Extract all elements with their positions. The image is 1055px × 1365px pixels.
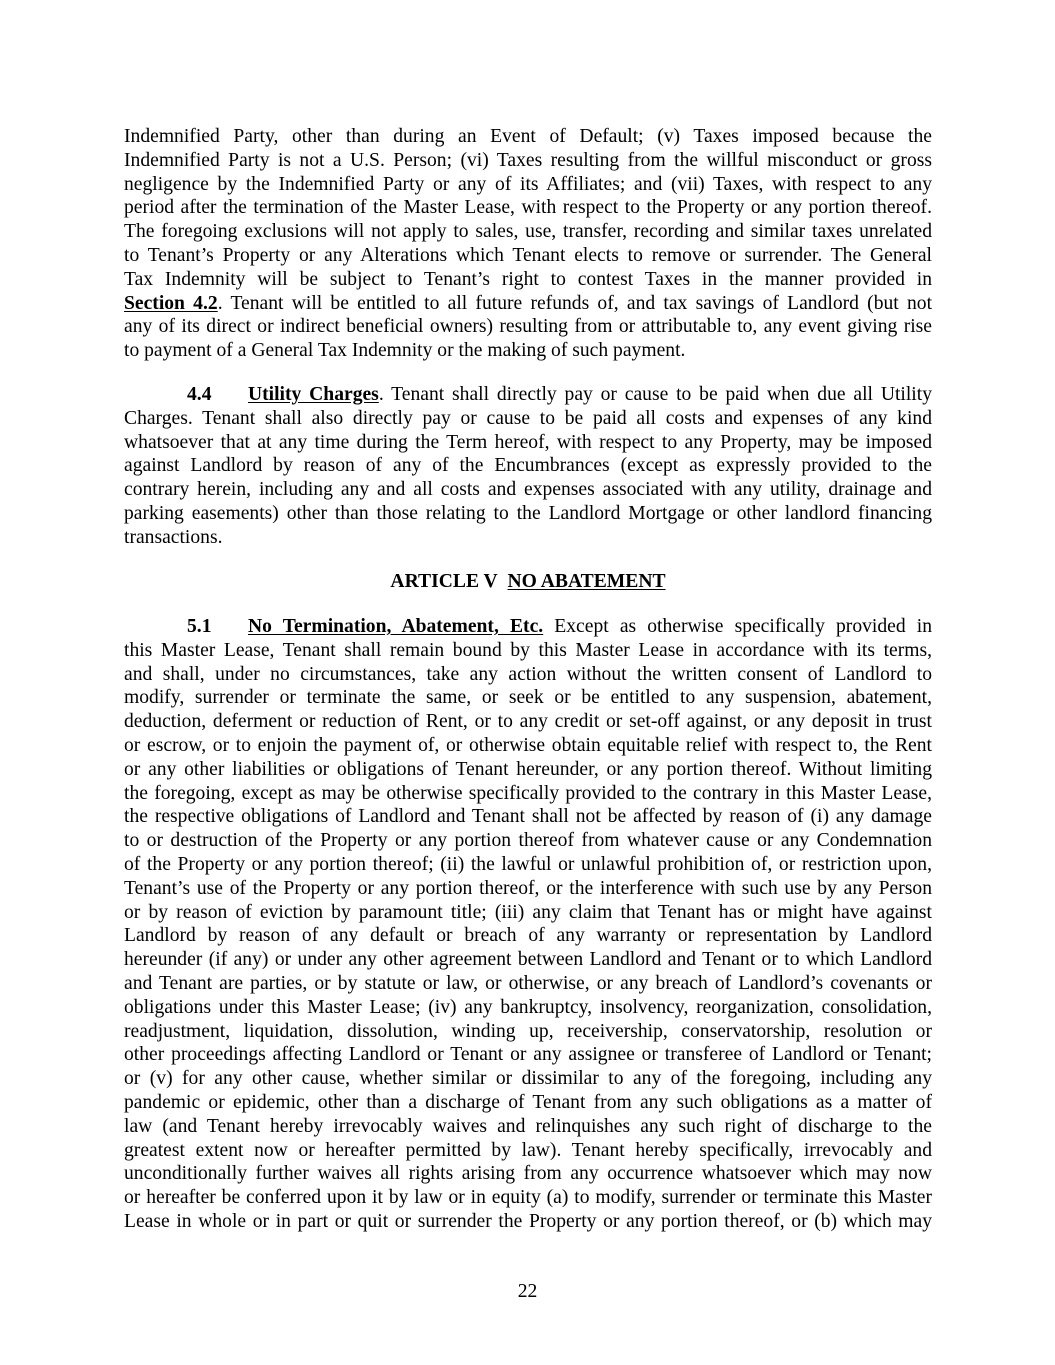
text-line: and shall, under no circumstances, take any action without the written consent of Landlord to <box>124 663 932 685</box>
text-line: or (v) for any other cause, whether similar or dissimilar to any of the foregoing, including any <box>124 1068 932 1090</box>
text-line: period after the termination of the Master Lease, with respect to the Property or any portion thereof. <box>124 197 932 219</box>
text-line: hereunder (if any) or under any other agreement between Landlord and Tenant or to which Landlord <box>124 949 932 971</box>
text-line: to payment of a General Tax Indemnity or the making of such payment. <box>124 340 686 362</box>
tax-indemnity-paragraph <box>124 125 932 363</box>
text-line <box>124 615 932 639</box>
text-line: modify, surrender or terminate the same, or seek or be entitled to any suspension, abatement, <box>124 687 932 709</box>
text-line: pandemic or epidemic, other than a discharge of Tenant from any such obligations as a matter of <box>124 1091 932 1113</box>
text-line: obligations under this Master Lease; (iv) any bankruptcy, insolvency, reorganization, consolidation, <box>124 996 932 1018</box>
text-line <box>124 292 932 316</box>
section-5-1-paragraph <box>124 615 932 1234</box>
text-line: or hereafter be conferred upon it by law or in equity (a) to modify, surrender or terminate this Master <box>124 1187 932 1209</box>
text-line: or escrow, or to enjoin the payment of, or otherwise obtain equitable relief with respect to, the Rent <box>124 734 932 756</box>
text-line: to Tenant’s Property or any Alterations which Tenant elects to remove or surrender. The General <box>124 244 932 266</box>
text-line: this Master Lease, Tenant shall remain bound by this Master Lease in accordance with its terms, <box>124 639 932 661</box>
text-line: Landlord by reason of any default or breach of any warranty or representation by Landlord <box>124 925 932 947</box>
text-line: or by reason of eviction by paramount title; (iii) any claim that Tenant has or might have against <box>124 901 932 923</box>
text-line: greatest extent now or hereafter permitted by law). Tenant hereby specifically, irrevocably and <box>124 1139 932 1161</box>
text-line <box>124 383 932 407</box>
text-line: the respective obligations of Landlord and Tenant shall not be affected by reason of (i) any damage <box>124 806 932 828</box>
text-line: and Tenant are parties, or by statute or law, or otherwise, or any breach of Landlord’s covenants or <box>124 972 932 994</box>
text-line: Tenant’s use of the Property or any portion thereof, or the interference with such use by any Person <box>124 877 932 899</box>
text-line: of the Property or any portion thereof; (ii) the lawful or unlawful prohibition of, or restriction upon, <box>124 853 932 875</box>
article-number: ARTICLE V <box>390 571 498 592</box>
text-line: negligence by the Indemnified Party or any of its Affiliates; and (vii) Taxes, with respect to any <box>124 173 932 195</box>
text-line: readjustment, liquidation, dissolution, winding up, receivership, conservatorship, resolution or <box>124 1020 932 1042</box>
section-title: No Termination, Abatement, Etc. <box>248 616 544 637</box>
text-line: The foregoing exclusions will not apply to sales, use, transfer, recording and similar taxes unrelated <box>124 221 932 243</box>
text-line: to or destruction of the Property or any portion thereof from whatever cause or any Condemnation <box>124 830 932 852</box>
text-line: Lease in whole or in part or quit or surrender the Property or any portion thereof, or (b) which may <box>124 1210 932 1232</box>
page-number: 22 <box>517 1281 538 1302</box>
text-line: or any other liabilities or obligations of Tenant hereunder, or any portion thereof. Without limiting <box>124 758 932 780</box>
text-segment: Except as otherwise specifically provided in <box>543 616 933 637</box>
text-line: against Landlord by reason of any of the Encumbrances (except as expressly provided to the <box>124 455 932 477</box>
text-line: unconditionally further waives all rights arising from any occurrence whatsoever which may now <box>124 1163 932 1185</box>
text-line: Indemnified Party, other than during an Event of Default; (v) Taxes imposed because the <box>124 126 932 147</box>
text-line: whatsoever that at any time during the Term hereof, with respect to any Property, may be imposed <box>124 431 932 453</box>
text-line: the foregoing, except as may be otherwise specifically provided to the contrary in this Master Lease, <box>124 782 932 804</box>
text-line: transactions. <box>124 526 223 548</box>
section-number: 4.4 <box>187 384 212 405</box>
text-segment: . Tenant shall directly pay or cause to be paid when due all Utility <box>378 384 932 405</box>
section-title: Utility Charges <box>248 384 379 405</box>
text-line: Tax Indemnity will be subject to Tenant’s right to contest Taxes in the manner provided in <box>124 268 932 290</box>
text-line: law (and Tenant hereby irrevocably waives and relinquishes any such right of discharge to the <box>124 1115 932 1137</box>
section-number: 5.1 <box>187 616 212 637</box>
section-4-4-paragraph <box>124 383 932 550</box>
article-heading <box>124 570 932 594</box>
section-reference: Section 4.2 <box>124 292 218 314</box>
text-line: other proceedings affecting Landlord or Tenant or any assignee or transferee of Landlord or Tenant; <box>124 1044 932 1066</box>
text-segment: . Tenant will be entitled to all future refunds of, and tax savings of Landlord (but not <box>217 292 933 314</box>
text-line: parking easements) other than those relating to the Landlord Mortgage or other landlord financing <box>124 502 932 524</box>
text-line: contrary herein, including any and all costs and expenses associated with any utility, drainage and <box>124 479 932 501</box>
article-title: NO ABATEMENT <box>507 571 666 592</box>
text-line: Charges. Tenant shall also directly pay or cause to be paid all costs and expenses of any kind <box>124 407 932 429</box>
text-line: Indemnified Party is not a U.S. Person; (vi) Taxes resulting from the willful misconduct or gross <box>124 149 932 171</box>
text-line: any of its direct or indirect beneficial owners) resulting from or attributable to, any event giving rise <box>124 316 932 338</box>
text-line: deduction, deferment or reduction of Rent, or to any credit or set-off against, or any deposit in trust <box>124 711 932 733</box>
